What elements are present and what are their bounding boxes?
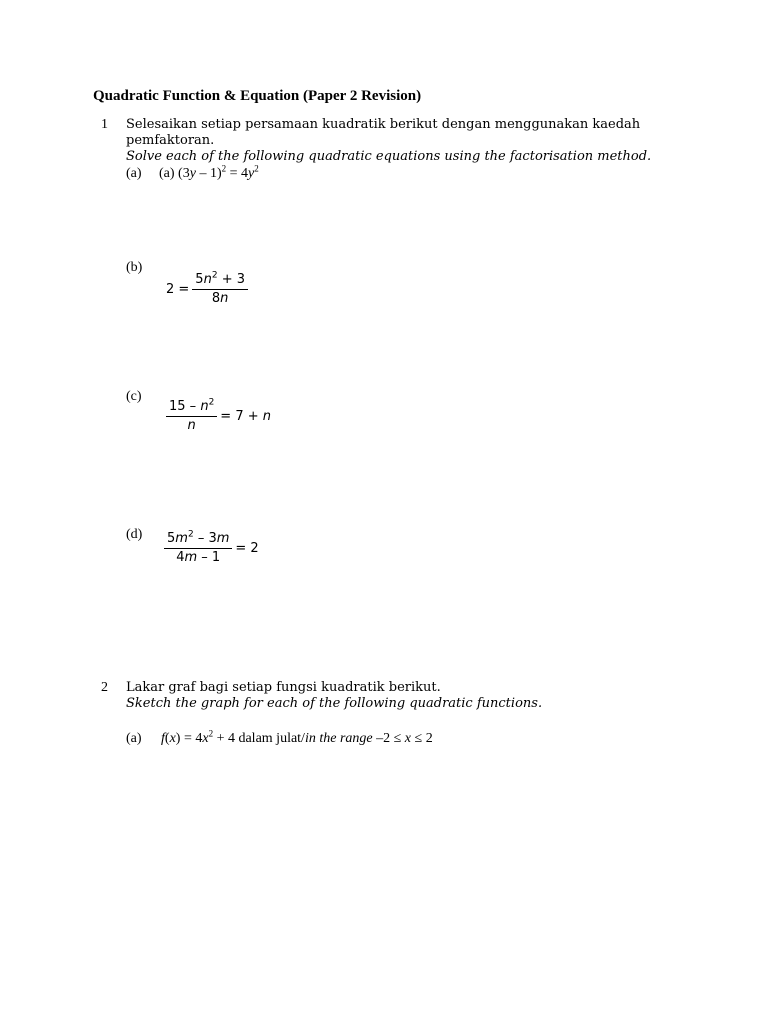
page-title: Quadratic Function & Equation (Paper 2 Revision): [93, 88, 422, 104]
question-2a-mid-text: dalam julat/: [238, 731, 305, 746]
question-1b-label: (b): [126, 260, 143, 275]
question-2a-label: (a): [126, 731, 142, 746]
question-1d-label: (d): [126, 527, 143, 542]
question-2a-function: $f(x) = 4x^2 + 4$ dalam julat/in the range –2 ≤ x ≤ 2: [161, 728, 433, 746]
question-1-number: 1: [101, 117, 108, 132]
question-1-malay-line1: Selesaikan setiap persamaan kuadratik berikut dengan menggunakan kaedah: [126, 117, 641, 132]
question-2-number: 2: [101, 680, 108, 695]
question-2-english: Sketch the graph for each of the following quadratic functions.: [126, 696, 543, 711]
question-1-malay-line2: pemfaktoran.: [126, 133, 215, 148]
question-2-malay: Lakar graf bagi setiap fungsi kuadratik berikut.: [126, 680, 441, 695]
question-1b-equation: 2 = $\frac{5n^2 + 3}{8n}$: [166, 272, 251, 307]
question-1a-equation: (a) $(3y - 1)^2 = 4y^2$: [159, 163, 259, 181]
question-1a-prefix: (a): [159, 166, 175, 181]
question-1c-label: (c): [126, 389, 142, 404]
question-1-english: Solve each of the following quadratic equations using the factorisation method.: [126, 149, 652, 164]
question-1a-label: (a): [126, 166, 142, 181]
question-2a-range-text: in the range: [304, 731, 373, 746]
question-1d-equation: $\frac{5m^2 - 3m}{4m - 1}$ = 2: [161, 531, 259, 566]
question-1c-equation: $\frac{15 - n^2}{n}$ = 7 + n: [163, 399, 271, 434]
